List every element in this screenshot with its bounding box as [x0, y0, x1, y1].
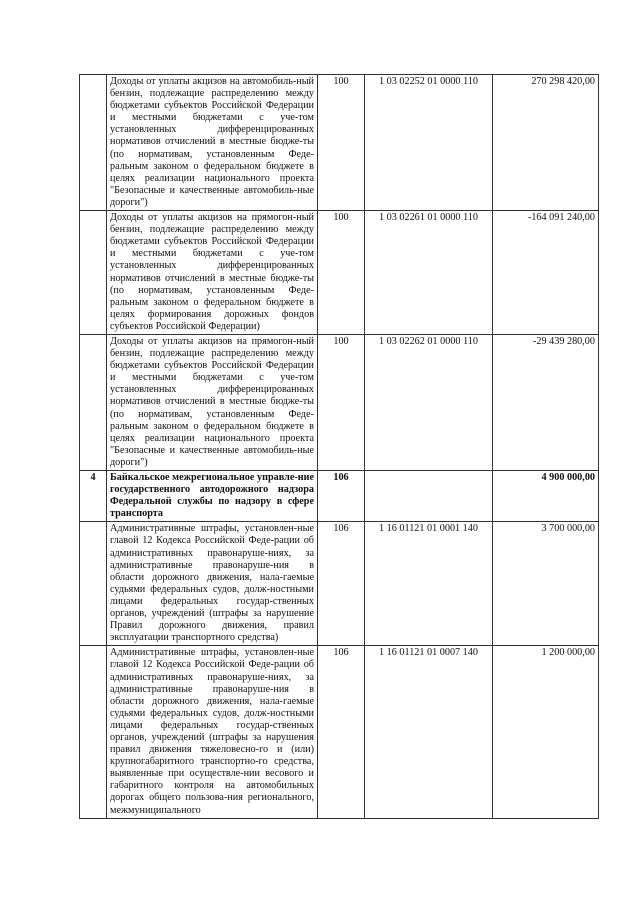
amount: -29 439 280,00	[493, 334, 599, 470]
amount: 1 200 000,00	[493, 646, 599, 818]
budget-classification-code: 1 16 01121 01 0001 140	[365, 522, 493, 646]
administrator-name: Байкальское межрегиональное управле-ние государственного автодорожного надзора Федеральной службы по надзору в сфере транспорта	[107, 471, 318, 522]
admin-code: 106	[318, 471, 365, 522]
amount: -164 091 240,00	[493, 211, 599, 335]
table-row	[80, 522, 599, 646]
amount: 270 298 420,00	[493, 75, 599, 211]
amount: 4 900 000,00	[493, 471, 599, 522]
budget-classification-code: 1 03 02262 01 0000 110	[365, 334, 493, 470]
revenue-description: Административные штрафы, установлен-ные главой 12 Кодекса Российской Феде-рации об административных правонаруше-ниях, за административные правонаруше-ния в области дорожного движения, нала-гаемые судьями федеральных судов, долж-ностными лицами федеральных государ-ственных органов, учреждений (штрафы за нарушение Правил дорожного движения, правил эксплуатации транспортного средства)	[107, 522, 318, 646]
row-number	[80, 646, 107, 818]
revenue-description: Доходы от уплаты акцизов на прямогон-ный бензин, подлежащие распределению между бюджетами субъектов Российской Федерации и местными бюджетами с уче-том установленных дифференцированных нормативов отчислений в местные бюдже-ты (по нормативам, установленным Феде-ральным законом о федеральном бюджете в целях реализации национального проекта "Безопасные и качественные автомобиль-ные дороги")	[107, 334, 318, 470]
revenue-description: Доходы от уплаты акцизов на прямогон-ный бензин, подлежащие распределению между бюджетами субъектов Российской Федерации и местными бюджетами с уче-том установленных дифференцированных нормативов отчислений в местные бюдже-ты (по нормативам, установленным Феде-ральным законом о федеральном бюджете в целях формирования дорожных фондов субъектов Российской Федерации)	[107, 211, 318, 335]
revenue-description: Доходы от уплаты акцизов на автомобиль-ный бензин, подлежащие распределению между бюджетами субъектов Российской Федерации и местными бюджетами с уче-том установленных дифференцированных нормативов отчислений в местные бюдже-ты (по нормативам, установленным Феде-ральным законом о федеральном бюджете в целях реализации национального проекта "Безопасные и качественные автомобиль-ные дороги")	[107, 75, 318, 211]
revenue-description: Административные штрафы, установлен-ные главой 12 Кодекса Российской Феде-рации об административных правонаруше-ниях, за административные правонаруше-ния в области дорожного движения, нала-гаемые судьями федеральных судов, долж-ностными лицами федеральных государ-ственных органов, учреждений (штрафы за нарушения правил движения тяжеловесно-го и (или) крупногабаритного транспортно-го средства, выявленные при осуществле-нии весового и габаритного контроля на автомобильных дорогах общего пользова-ния регионального, межмуниципального	[107, 646, 318, 818]
row-number: 4	[80, 471, 107, 522]
amount: 3 700 000,00	[493, 522, 599, 646]
admin-code: 106	[318, 646, 365, 818]
budget-classification-code: 1 16 01121 01 0007 140	[365, 646, 493, 818]
budget-classification-code	[365, 471, 493, 522]
admin-code: 100	[318, 334, 365, 470]
budget-classification-code: 1 03 02261 01 0000 110	[365, 211, 493, 335]
admin-code: 100	[318, 211, 365, 335]
row-number	[80, 211, 107, 335]
row-number	[80, 334, 107, 470]
admin-code: 100	[318, 75, 365, 211]
admin-code: 106	[318, 522, 365, 646]
row-number	[80, 75, 107, 211]
table-row	[80, 334, 599, 470]
table-row	[80, 75, 599, 211]
table-row-section-header	[80, 471, 599, 522]
budget-classification-code: 1 03 02252 01 0000 110	[365, 75, 493, 211]
table-row	[80, 211, 599, 335]
revenue-table	[79, 74, 599, 819]
table-row	[80, 646, 599, 818]
row-number	[80, 522, 107, 646]
